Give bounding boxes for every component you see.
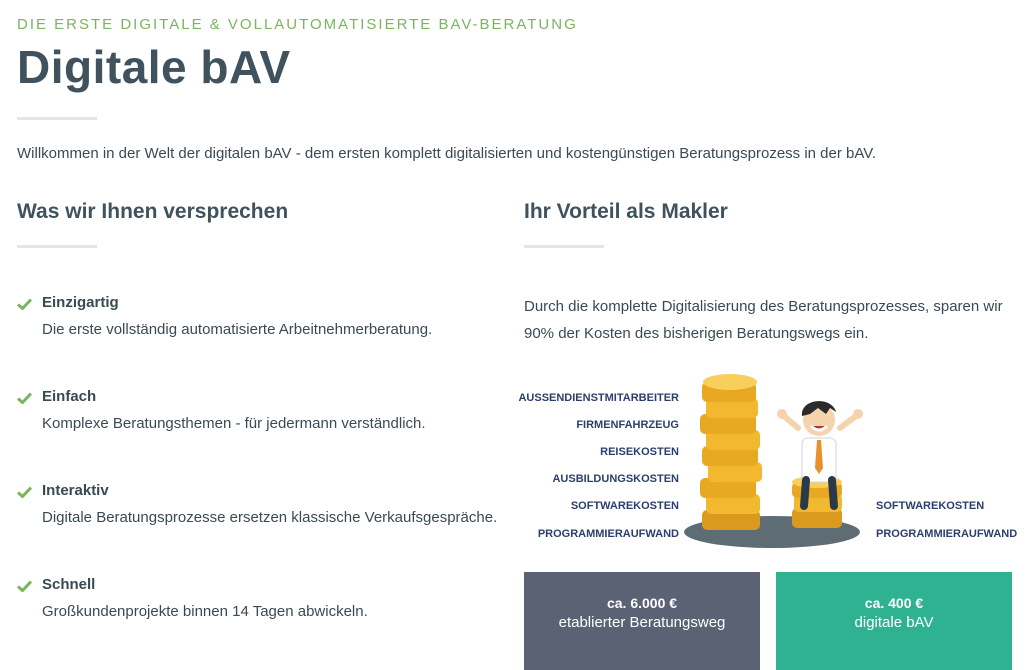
- cost-label: PROGRAMMIERAUFWAND: [876, 528, 1018, 540]
- check-icon: [17, 486, 32, 498]
- cost-label-text: etablierter Beratungsweg: [558, 614, 726, 631]
- feature-text: Komplexe Beratungsthemen - für jedermann verständlich.: [42, 415, 426, 432]
- feature-text: Großkundenprojekte binnen 14 Tagen abwickeln.: [42, 603, 368, 620]
- cost-value: ca. 6.000 €: [606, 595, 678, 611]
- advantage-text: Durch die komplette Digitalisierung des Beratungsprozesses, sparen wir 90% der Kosten des bisherigen Beratungswegs ein.: [524, 298, 1003, 342]
- cost-label: PROGRAMMIERAUFWAND: [537, 528, 679, 540]
- check-icon: [17, 580, 32, 592]
- feature-title: Einfach: [42, 388, 97, 405]
- feature-title: Interaktiv: [42, 482, 109, 499]
- cost-box-established: [524, 572, 760, 670]
- eyebrow-text: DIE ERSTE DIGITALE & VOLLAUTOMATISIERTE BAV-BERATUNG: [17, 16, 578, 33]
- cost-value: ca. 400 €: [864, 595, 924, 611]
- cost-label-text: digitale bAV: [854, 614, 934, 631]
- cost-label: SOFTWAREKOSTEN: [570, 500, 679, 512]
- savings-illustration: [680, 368, 880, 553]
- advantage-heading: Ihr Vorteil als Makler: [524, 200, 728, 223]
- intro-text: Willkommen in der Welt der digitalen bAV - dem ersten komplett digitalisierten und kostengünstigen Beratungsprozess in der bAV.: [17, 145, 877, 162]
- cost-box-digital: [776, 572, 1012, 670]
- page-title: Digitale bAV: [17, 41, 291, 93]
- tall-coin-stack-icon: [700, 374, 762, 530]
- feature-text: Die erste vollständig automatisierte Arbeitnehmerberatung.: [42, 321, 433, 338]
- check-icon: [17, 392, 32, 404]
- cost-label: FIRMENFAHRZEUG: [576, 419, 679, 431]
- cost-label: AUSSENDIENSTMITARBEITER: [518, 392, 679, 404]
- advantage-divider: [524, 245, 604, 248]
- promises-heading: Was wir Ihnen versprechen: [17, 200, 289, 223]
- cost-label: SOFTWAREKOSTEN: [876, 500, 985, 512]
- check-icon: [17, 298, 32, 310]
- feature-title: Einzigartig: [42, 294, 119, 311]
- cost-label: REISEKOSTEN: [600, 446, 679, 458]
- cost-label: AUSBILDUNGSKOSTEN: [552, 473, 679, 485]
- feature-text: Digitale Beratungsprozesse ersetzen klassische Verkaufsgespräche.: [42, 509, 498, 526]
- promises-divider: [17, 245, 97, 248]
- feature-title: Schnell: [42, 576, 96, 593]
- title-divider: [17, 117, 97, 120]
